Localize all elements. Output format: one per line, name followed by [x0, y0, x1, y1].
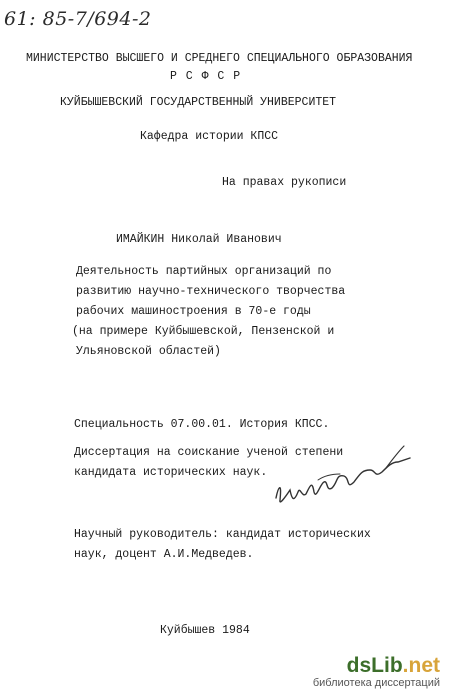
dslib-brand-main: dsLib: [346, 654, 403, 677]
department-line: Кафедра истории КПСС: [140, 130, 279, 143]
dslib-brand-tld: .net: [402, 654, 440, 677]
title-line: Ульяновской областей): [76, 345, 221, 358]
university-line: КУЙБЫШЕВСКИЙ ГОСУДАРСТВЕННЫЙ УНИВЕРСИТЕТ: [60, 96, 337, 109]
republic-line: Р С Ф С Р: [170, 70, 242, 83]
dslib-watermark-logo: [313, 655, 440, 690]
title-line: (на примере Куйбышевской, Пензенской и: [72, 325, 335, 338]
title-line: развитию научно-технического творчества: [76, 285, 346, 298]
manuscript-note: На правах рукописи: [222, 176, 347, 189]
author-name: ИМАЙКИН Николай Иванович: [116, 233, 282, 246]
footer-city-year: Куйбышев 1984: [160, 624, 250, 637]
handwritten-catalog-code: 61: 85-7/694-2: [4, 8, 152, 30]
handwritten-signature: [258, 440, 428, 520]
dissertation-line: кандидата исторических наук.: [74, 466, 268, 479]
title-line: рабочих машиностроения в 70-е годы: [76, 305, 311, 318]
specialty-line: Специальность 07.00.01. История КПСС.: [74, 418, 330, 431]
dissertation-line: Диссертация на соискание ученой степени: [74, 446, 344, 459]
ministry-line: МИНИСТЕРСТВО ВЫСШЕГО И СРЕДНЕГО СПЕЦИАЛЬНОГО ОБРАЗОВАНИЯ: [26, 52, 413, 65]
dslib-tagline: библиотека диссертаций: [312, 677, 440, 689]
title-line: Деятельность партийных организаций по: [76, 265, 332, 278]
dslib-brand: [313, 655, 440, 677]
advisor-line: наук, доцент А.И.Медведев.: [74, 548, 254, 561]
advisor-line: Научный руководитель: кандидат исторических: [74, 528, 371, 541]
